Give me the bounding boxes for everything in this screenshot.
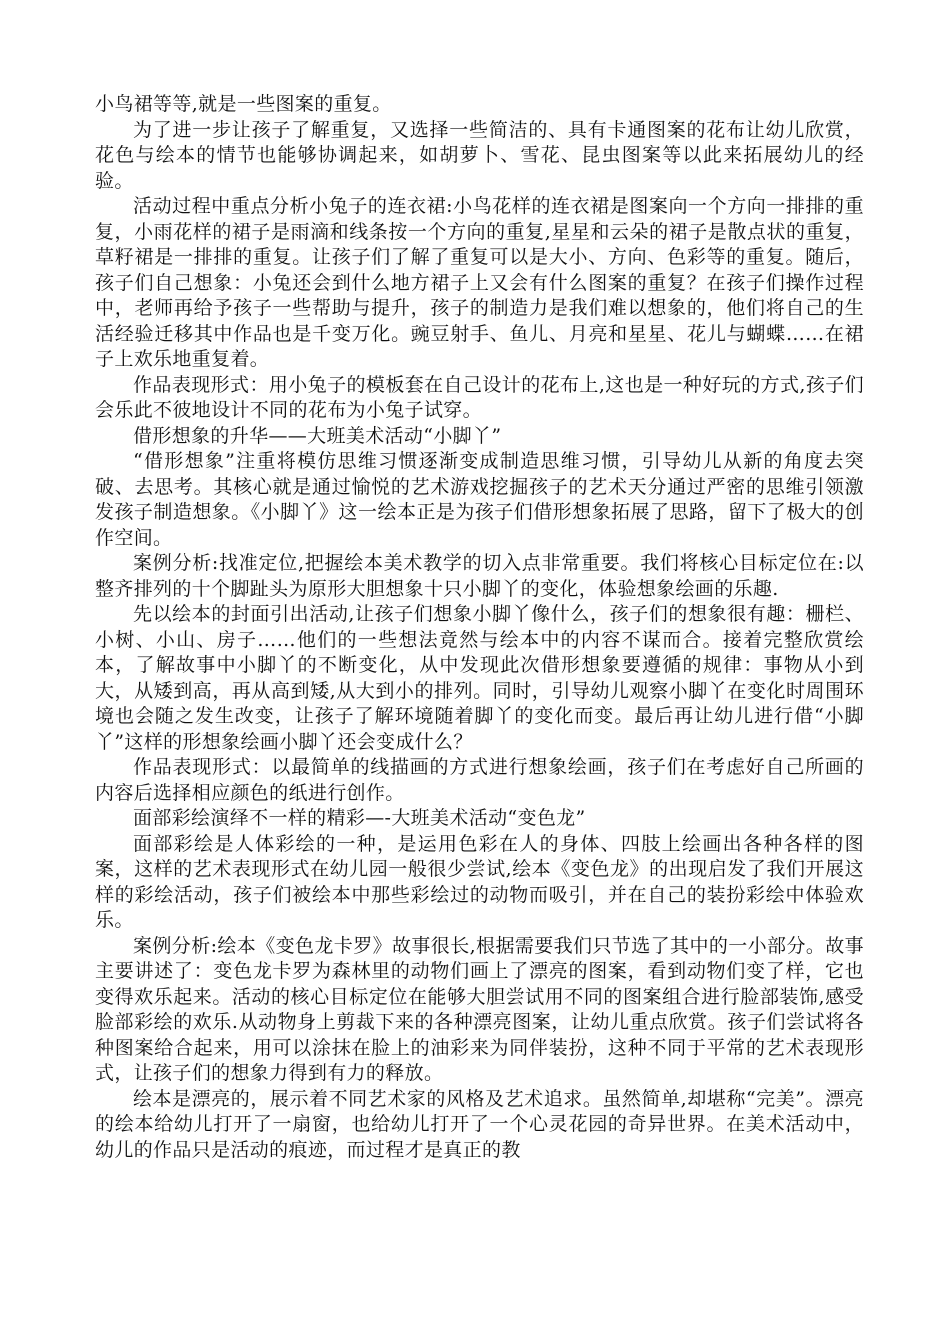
paragraph-fabric-appreciation: 为了进一步让孩子了解重复，又选择一些简洁的、具有卡通图案的花布让幼儿欣赏，花色与绘本的情节也能够协调起来，如胡萝卜、雪花、昆虫图案等以此来拓展幼儿的经验。 bbox=[95, 118, 864, 192]
paragraph-activity-process: 先以绘本的封面引出活动,让孩子们想象小脚丫像什么，孩子们的想象很有趣：栅栏、小树、小山、房子……他们的一些想法竟然与绘本中的内容不谋而合。接着完整欣赏绘本，了解故事中小脚丫的不断变化，从中发现此次借形想象要遵循的规律：事物从小到大，从矮到高，再从高到矮,从大到小的排列。同时，引导幼儿观察小脚丫在变化时周围环境也会随之发生改变，让孩子了解环境随着脚丫的变化而变。最后再让幼儿进行借“小脚丫”这样的形想象绘画小脚丫还会变成什么？ bbox=[95, 603, 864, 753]
paragraph-face-painting-intro: 面部彩绘是人体彩绘的一种，是运用色彩在人的身体、四肢上绘画出各种各样的图案，这样的艺术表现形式在幼儿园一般很少尝试,绘本《变色龙》的出现启发了我们开展这样的彩绘活动，孩子们被绘本中那些彩绘过的动物而吸引，并在自己的装扮彩绘中体验欢乐。 bbox=[95, 832, 864, 931]
paragraph-case-analysis-chameleon: 案例分析:绘本《变色龙卡罗》故事很长,根据需要我们只节选了其中的一小部分。故事主要讲述了：变色龙卡罗为森林里的动物们画上了漂亮的图案，看到动物们变了样，它也变得欢乐起来。活动的核心目标定位在能够大胆尝试用不同的图案组合进行脸部装饰,感受脸部彩绘的欢乐.从动物身上剪裁下来的各种漂亮图案，让幼儿重点欣赏。孩子们尝试将各种图案给合起来，用可以涂抹在脸上的油彩来为同伴装扮，这种不同于平常的艺术表现形式，让孩子们的想象力得到有力的释放。 bbox=[95, 934, 864, 1084]
paragraph-dress-analysis: 活动过程中重点分析小兔子的连衣裙:小鸟花样的连衣裙是图案向一个方向一排排的重复，小雨花样的裙子是雨滴和线条按一个方向的重复,星星和云朵的裙子是散点状的重复，草籽裙是一排排的重复。让孩子们了解了重复可以是大小、方向、色彩等的重复。随后，孩子们自己想象：小兔还会到什么地方裙子上又会有什么图案的重复？在孩子们操作过程中，老师再给予孩子一些帮助与提升，孩子的制造力是我们难以想象的，他们将自己的生活经验迁移其中作品也是千变万化。豌豆射手、鱼儿、月亮和星星、花儿与蝴蝶……在裙子上欢乐地重复着。 bbox=[95, 195, 864, 370]
section-heading-chameleon: 面部彩绘演绎不一样的精彩—-大班美术活动“变色龙” bbox=[133, 807, 586, 829]
paragraph-case-analysis-feet: 案例分析:找准定位,把握绘本美术教学的切入点非常重要。我们将核心目标定位在:以整齐排列的十个脚趾头为原形大胆想象十只小脚丫的变化，体验想象绘画的乐趣. bbox=[95, 552, 864, 600]
paragraph-imagination-intro: “借形想象”注重将模仿思维习惯逐渐变成制造思维习惯，引导幼儿从新的角度去突破、去思考。其核心就是通过愉悦的艺术游戏挖掘孩子的艺术天分通过严密的思维引领激发孩子制造想象。《小脚丫》这一绘本正是为孩子们借形想象拓展了思路，留下了极大的创作空间。 bbox=[95, 450, 864, 549]
paragraph-continuation: 小鸟裙等等,就是一些图案的重复。 bbox=[95, 93, 392, 115]
paragraph-work-form-drawing: 作品表现形式：以最简单的线描画的方式进行想象绘画，孩子们在考虑好自己所画的内容后选择相应颜色的纸进行创作。 bbox=[95, 756, 864, 804]
paragraph-work-form-rabbit: 作品表现形式：用小兔子的模板套在自己设计的花布上,这也是一种好玩的方式,孩子们会乐此不彼地设计不同的花布为小兔子试穿。 bbox=[95, 373, 864, 421]
section-heading-little-feet: 借形想象的升华——大班美术活动“小脚丫” bbox=[133, 424, 502, 447]
paragraph-conclusion: 绘本是漂亮的，展示着不同艺术家的风格及艺术追求。虽然简单,却堪称“完美”。漂亮的绘本给幼儿打开了一扇窗，也给幼儿打开了一个心灵花园的奇异世界。在美术活动中，幼儿的作品只是活动的痕迹，而过程才是真正的教 bbox=[95, 1087, 864, 1161]
